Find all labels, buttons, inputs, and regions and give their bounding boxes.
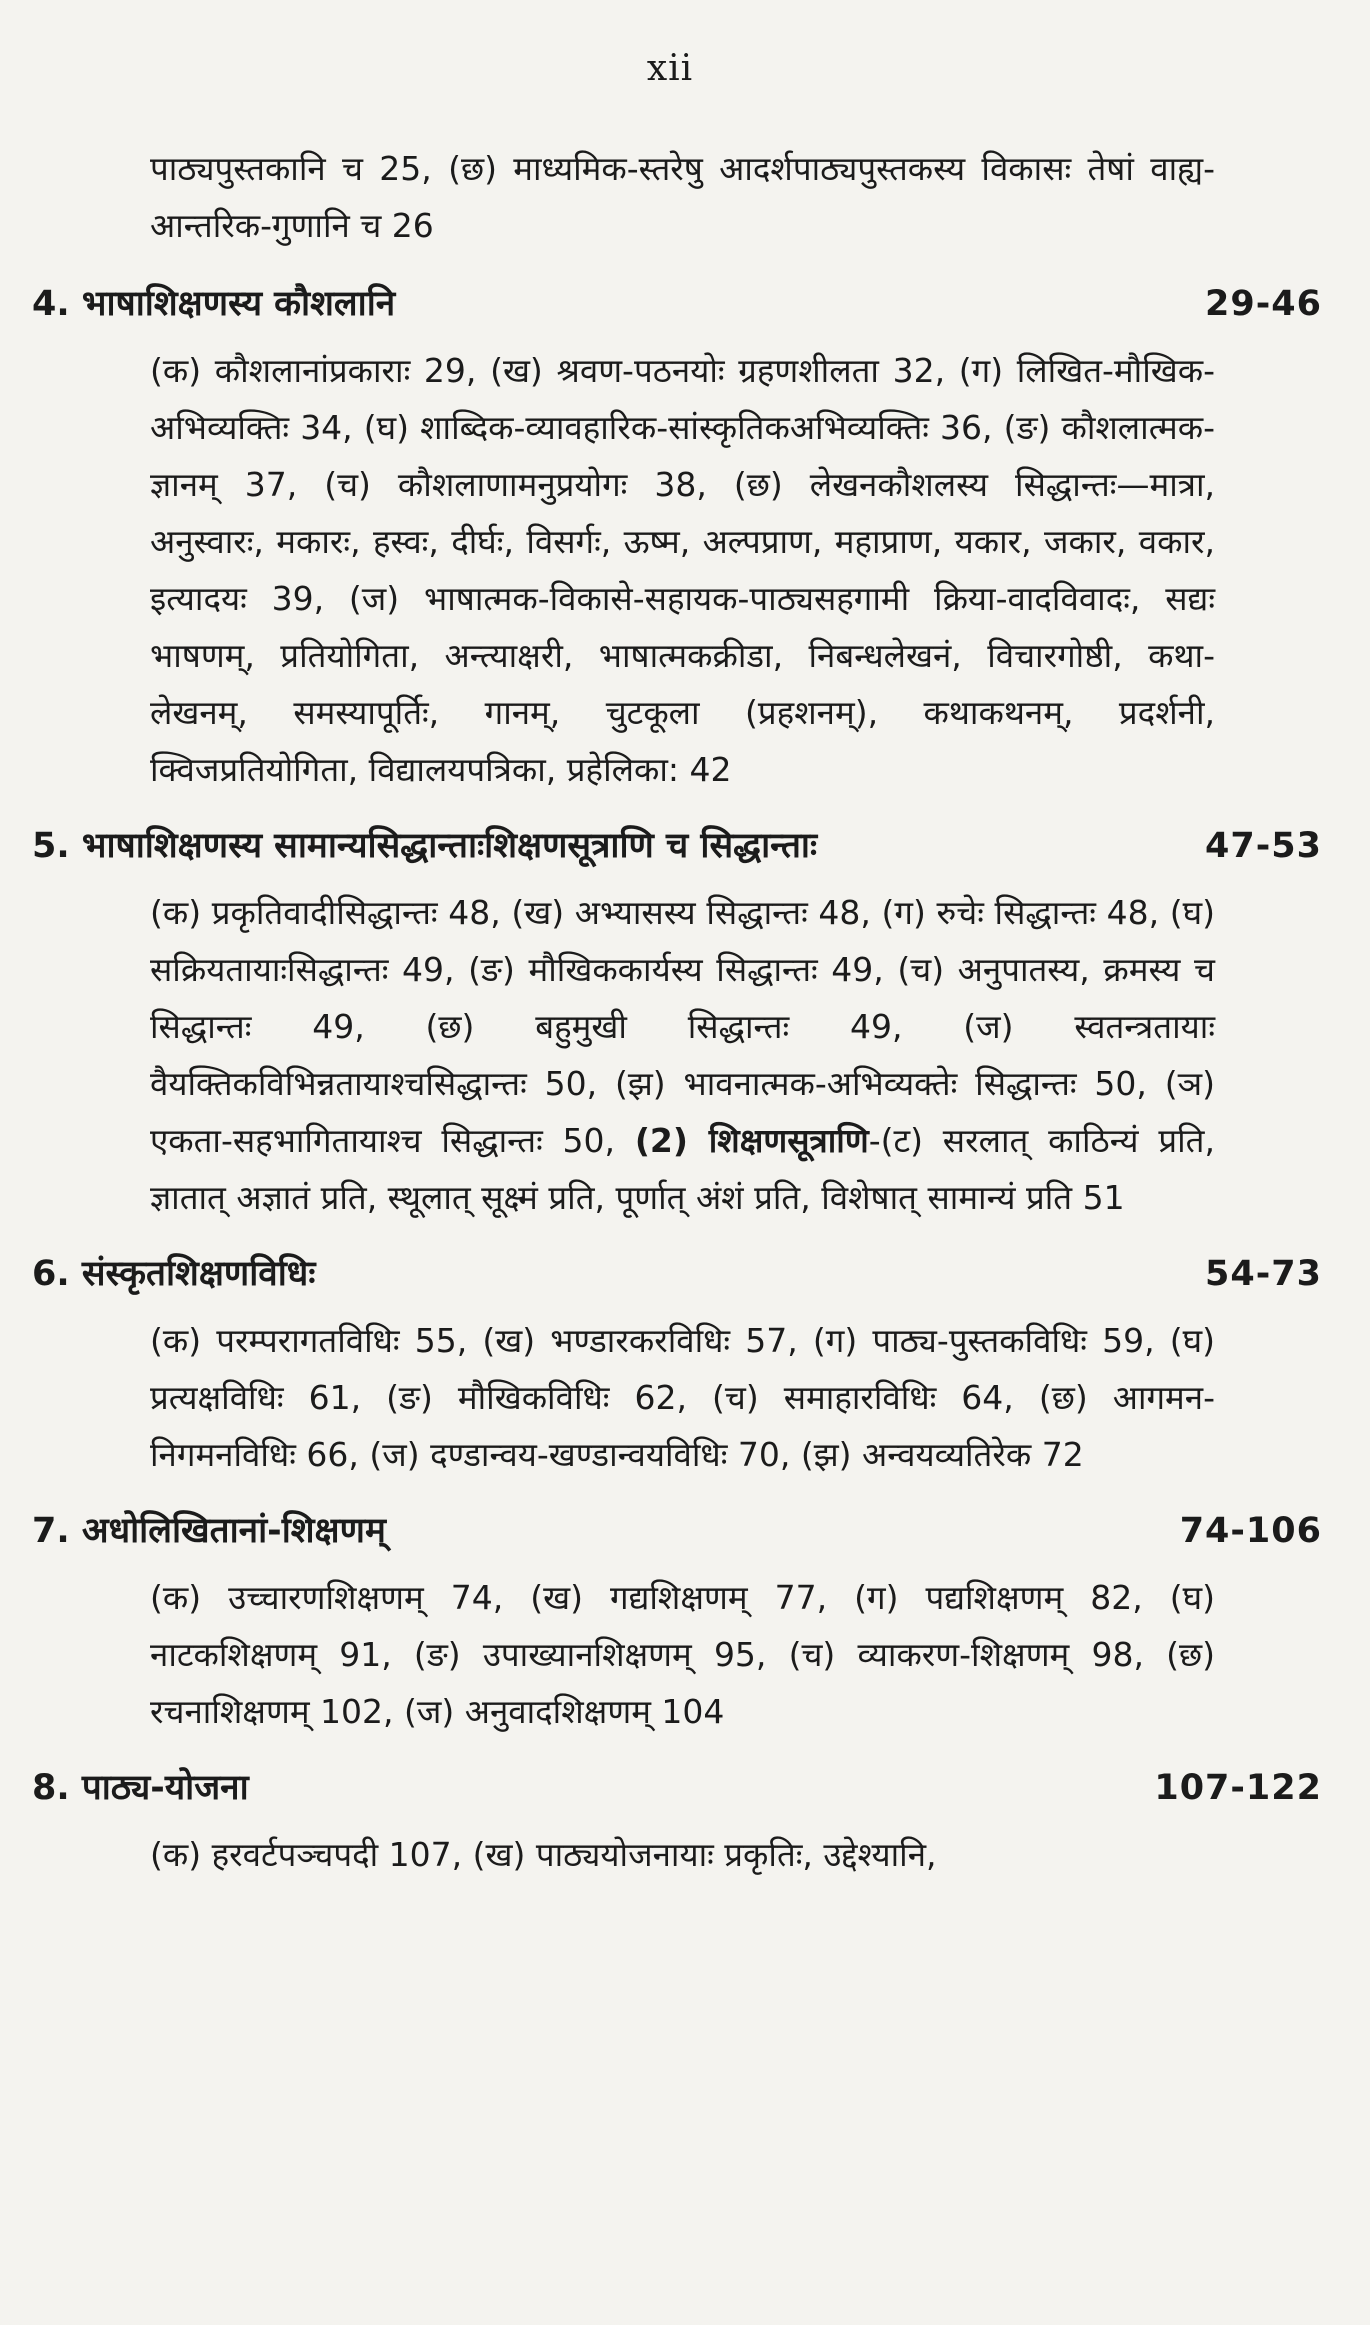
chapter-page-range: 74-106 (1179, 1511, 1322, 1551)
chapter-heading (0, 1756, 1322, 1820)
chapter-topics: (क) परम्परागतविधिः 55, (ख) भण्डारकरविधिः 57, (ग) पाठ्य-पुस्तकविधिः 59, (घ) प्रत्यक्षविधिः 61, (ङ) मौखिकविधिः 62, (च) समाहारविधिः 64, (छ) आगमन-निगमनविधिः 66, (ज) दण्डान्वय-खण्डान्वयविधिः 70, (झ) अन्वयव्यतिरेक 72 (150, 1321, 1215, 1474)
chapter-title: 4. भाषाशिक्षणस्य कौशलानि (32, 284, 396, 324)
chapter-topics: (क) हरवर्टपञ्चपदी 107, (ख) पाठ्ययोजनायाः प्रकृतिः, उद्देश्यानि, (150, 1835, 937, 1874)
chapter-heading (0, 272, 1322, 336)
chapter-page-range: 29-46 (1205, 284, 1322, 324)
chapter-heading (0, 1499, 1322, 1563)
chapter-title: 6. संस्कृतशिक्षणविधिः (32, 1254, 316, 1294)
chapter-entry-4 (0, 272, 1370, 798)
chapter-topics: (क) प्रकृतिवादीसिद्धान्तः 48, (ख) अभ्यासस्य सिद्धान्तः 48, (ग) रुचेः सिद्धान्तः 48, (घ) सक्रियतायाःसिद्धान्तः 49, (ङ) मौखिककार्यस्य सिद्धान्तः 49, (च) अनुपातस्य, क्रमस्य च सिद्धान्तः 49, (छ) बहुमुखी सिद्धान्तः 49, (ज) स्वतन्त्रतायाः वैयक्तिकविभिन्नतायाश्चसिद्धान्तः 50, (झ) भावनात्मक-अभिव्यक्तेः सिद्धान्तः 50, (ञ) एकता-सहभागितायाश्च सिद्धान्तः 50, (2) शिक्षणसूत्राणि-(ट) सरलात् काठिन्यं प्रति, ज्ञातात् अज्ञातं प्रति, स्थूलात् सूक्ष्मं प्रति, पूर्णात् अंशं प्रति, विशेषात् सामान्यं प्रति 51 (150, 893, 1215, 1217)
chapter-page-range: 107-122 (1154, 1768, 1322, 1808)
chapter-page-range: 47-53 (1205, 826, 1322, 866)
chapter-entry-6 (0, 1242, 1370, 1483)
continued-entry-text: पाठ्यपुस्तकानि च 25, (छ) माध्यमिक-स्तरेषु आदर्शपाठ्यपुस्तकस्य विकासः तेषां वाह्य-आन्तरिक-गुणानि च 26 (150, 149, 1215, 245)
chapter-entry-7 (0, 1499, 1370, 1740)
chapter-page-range: 54-73 (1205, 1254, 1322, 1294)
chapter-title: 5. भाषाशिक्षणस्य सामान्यसिद्धान्ताःशिक्षणसूत्राणि च सिद्धान्ताः (32, 826, 818, 866)
chapter-entry-5 (0, 814, 1370, 1226)
chapter-title: 8. पाठ्य-योजना (32, 1768, 249, 1808)
chapter-heading (0, 814, 1322, 878)
chapter-topics: (क) कौशलानांप्रकाराः 29, (ख) श्रवण-पठनयोः ग्रहणशीलता 32, (ग) लिखित-मौखिक-अभिव्यक्तिः 34, (घ) शाब्दिक-व्यावहारिक-सांस्कृतिकअभिव्यक्तिः 36, (ङ) कौशलात्मक-ज्ञानम् 37, (च) कौशलाणामनुप्रयोगः 38, (छ) लेखनकौशलस्य सिद्धान्तः—मात्रा, अनुस्वारः, मकारः, हस्वः, दीर्घः, विसर्गः, ऊष्म, अल्पप्राण, महाप्राण, यकार, जकार, वकार, इत्यादयः 39, (ज) भाषात्मक-विकासे-सहायक-पाठ्यसहगामी क्रिया-वादविवादः, सद्यः भाषणम्, प्रतियोगिता, अन्त्याक्षरी, भाषात्मकक्रीडा, निबन्धलेखनं, विचारगोष्ठी, कथा-लेखनम्, समस्यापूर्तिः, गानम्, चुटकूला (प्रहशनम्), कथाकथनम्, प्रदर्शनी, क्विजप्रतियोगिता, विद्यालयपत्रिका, प्रहेलिका: 42 (150, 351, 1215, 789)
chapter-entry-8 (0, 1756, 1370, 1883)
table-of-contents (0, 140, 1370, 1899)
bold-subheading: (2) शिक्षणसूत्राणि (634, 1121, 869, 1160)
chapter-heading (0, 1242, 1322, 1306)
page-number: xii (646, 48, 694, 89)
chapter-title: 7. अधोलिखितानां-शिक्षणम् (32, 1511, 386, 1551)
chapter-topics: (क) उच्चारणशिक्षणम् 74, (ख) गद्यशिक्षणम् 77, (ग) पद्यशिक्षणम् 82, (घ) नाटकशिक्षणम् 91, (ङ) उपाख्यानशिक्षणम् 95, (च) व्याकरण-शिक्षणम् 98, (छ) रचनाशिक्षणम् 102, (ज) अनुवादशिक्षणम् 104 (150, 1578, 1215, 1731)
